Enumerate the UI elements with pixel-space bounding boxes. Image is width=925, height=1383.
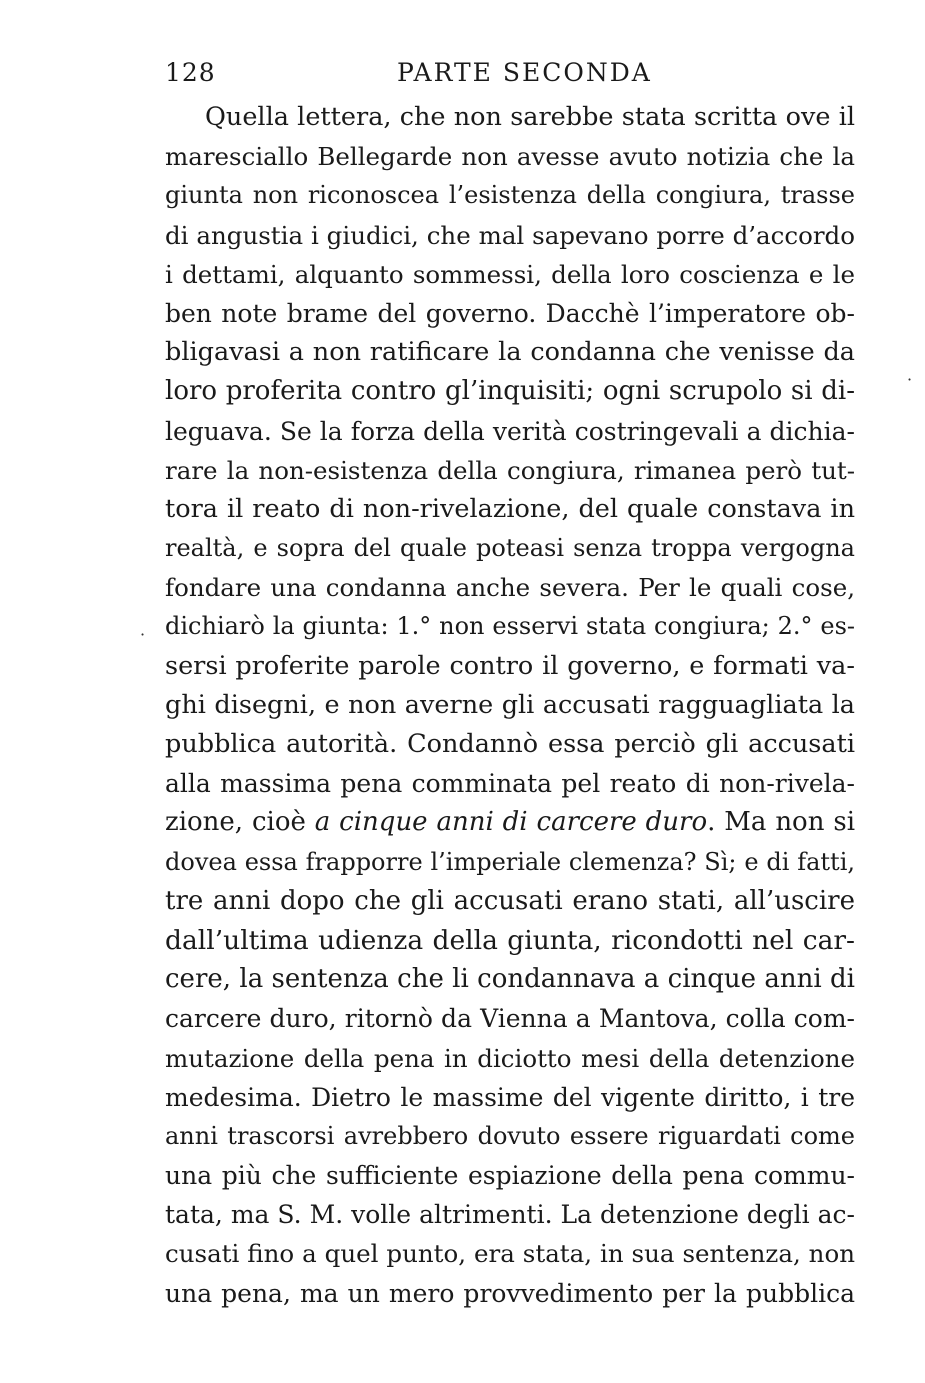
text-line: tata, ma S. M. volle altrimenti. La detenzione degli ac-	[165, 1200, 855, 1230]
scan-speck: ·	[140, 625, 146, 644]
text-line: i dettami, alquanto sommessi, della loro coscienza e le	[165, 259, 855, 289]
text-line: realtà, e sopra del quale poteasi senza troppa vergogna	[165, 534, 855, 563]
text-line: cere, la sentenza che li condannava a cinque anni di	[165, 964, 855, 995]
text-line: dall’ultima udienza della giunta, ricondotti nel car-	[165, 924, 855, 956]
text-line: tora il reato di non-rivelazione, del quale constava in	[165, 493, 855, 524]
text-line: leguava. Se la forza della verità costringevali a dichia-	[165, 416, 855, 446]
text-line: una pena, ma un mero provvedimento per la pubblica	[165, 1278, 855, 1308]
text-line: alla massima pena comminata pel reato di non-rivela-	[165, 769, 855, 799]
text-line: di angustia i giudici, che mal sapevano porre d’accordo	[165, 220, 855, 250]
text-line: pubblica autorità. Condannò essa perciò gli accusati	[165, 729, 855, 759]
running-head	[165, 58, 855, 98]
text-line: una più che sufficiente espiazione della pena commu-	[165, 1161, 855, 1191]
body-text	[165, 98, 855, 1313]
text-line: mutazione della pena in diciotto mesi della detenzione	[165, 1043, 855, 1073]
text-line: anni trascorsi avrebbero dovuto essere riguardati come	[165, 1121, 855, 1150]
text-line: maresciallo Bellegarde non avesse avuto notizia che la	[165, 142, 855, 172]
text-line: dovea essa frapporre l’imperiale clemenza? Sì; e di fatti,	[165, 847, 855, 876]
text-line: giunta non riconoscea l’esistenza della congiura, trasse	[165, 181, 855, 210]
text-line: carcere duro, ritornò da Vienna a Mantova, colla com-	[165, 1004, 855, 1034]
text-line: loro proferita contro gl’inquisiti; ogni scrupolo si di-	[165, 376, 855, 407]
section-title: PARTE SECONDA	[397, 58, 652, 87]
text-line: tre anni dopo che gli accusati erano stati, all’uscire	[165, 885, 855, 916]
scan-speck: ·	[907, 370, 913, 389]
text-line: medesima. Dietro le massime del vigente diritto, i tre	[165, 1082, 855, 1112]
text-line: dichiarò la giunta: 1.° non esservi stata congiura; 2.° es-	[165, 612, 855, 641]
text-line: cusati fino a quel punto, era stata, in sua sentenza, non	[165, 1239, 855, 1269]
text-line: rare la non-esistenza della congiura, rimanea però tut-	[165, 455, 855, 485]
text-line: zione, cioè a cinque anni di carcere duro. Ma non si	[165, 807, 855, 838]
text-line: ghi disegni, e non averne gli accusati ragguagliata la	[165, 689, 855, 720]
page-number: 128	[165, 58, 216, 87]
text-line: Quella lettera, che non sarebbe stata scritta ove il	[205, 102, 855, 132]
text-line: sersi proferite parole contro il governo, e formati va-	[165, 650, 855, 681]
text-line: ben note brame del governo. Dacchè l’imperatore ob-	[165, 298, 855, 328]
text-line: bligavasi a non ratificare la condanna che venisse da	[165, 337, 855, 368]
text-line: fondare una condanna anche severa. Per le quali cose,	[165, 573, 855, 603]
